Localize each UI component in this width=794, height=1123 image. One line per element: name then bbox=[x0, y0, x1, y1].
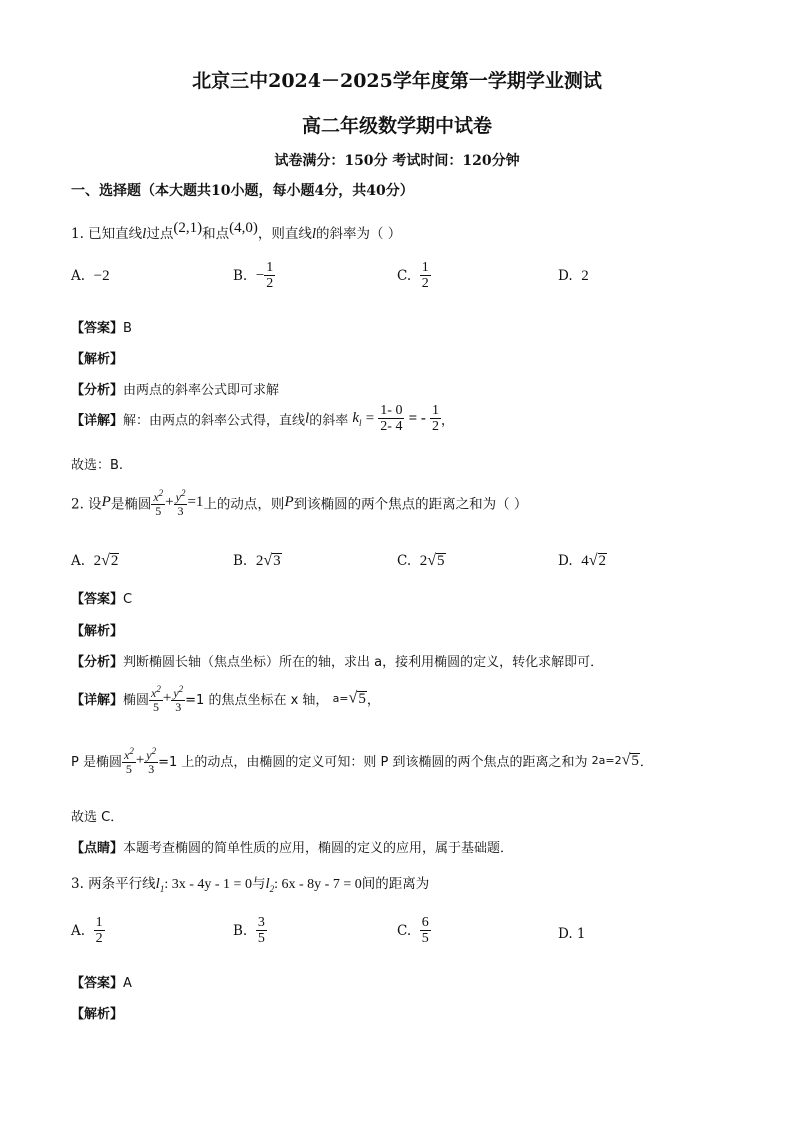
q2-sum-eq: 2a=2 bbox=[591, 754, 622, 767]
q2-line2-x-term: $\frac{x^2}{5}$ bbox=[123, 746, 134, 776]
q2-fenxi bbox=[71, 651, 603, 670]
q2-a-eq: a= bbox=[332, 692, 349, 705]
q1-result-numerator: 1 bbox=[432, 403, 440, 418]
q2-ellipse-y-term: $\frac{y^2}{3}$ bbox=[175, 488, 186, 518]
q2-plus: + bbox=[165, 494, 174, 510]
q3-option-c-denominator: 5 bbox=[421, 931, 429, 946]
q2-detail-y-term: $\frac{y^2}{3}$ bbox=[173, 684, 184, 714]
q2-eq-one: =1 bbox=[187, 494, 204, 510]
q2-detail-label: 【详解】 bbox=[71, 693, 124, 708]
q2-option-b[interactable]: B. 2√3 bbox=[233, 552, 281, 569]
q1-option-b-fraction bbox=[264, 260, 275, 292]
q1-option-b[interactable] bbox=[233, 260, 275, 292]
q1-answer-label: 【答案】 bbox=[71, 321, 124, 336]
q3-eq-2: : 6x - 8y - 7 = 0 bbox=[274, 877, 362, 892]
q1-option-b-numerator: 1 bbox=[266, 260, 274, 275]
q2-option-c-coef: 2 bbox=[419, 553, 428, 569]
q2-line2-y-term: $\frac{y^2}{3}$ bbox=[146, 746, 157, 776]
q1-stem-b: 过点 bbox=[146, 226, 174, 242]
q3-l2-sub: 2 bbox=[269, 884, 275, 894]
q2-answer-label: 【答案】 bbox=[71, 592, 124, 607]
q2-option-b-radicand: 3 bbox=[273, 553, 281, 569]
q1-stem-d: ，则直线 bbox=[257, 226, 312, 242]
q1-analysis-label: 【解析】 bbox=[71, 352, 124, 367]
q2-dianjing bbox=[71, 837, 513, 856]
question-3-stem bbox=[71, 872, 429, 894]
q2-option-d-label: D. bbox=[558, 553, 573, 569]
q3-option-a-numerator: 1 bbox=[95, 915, 103, 930]
q2-option-c[interactable]: C. 2√5 bbox=[397, 552, 445, 569]
q2-option-b-label: B. bbox=[233, 553, 248, 569]
q3-option-a-fraction bbox=[94, 915, 105, 947]
q1-line-l-2: l bbox=[311, 226, 317, 242]
q1-detail-l: l bbox=[305, 410, 310, 427]
exam-subtitle: 高二年级数学期中试卷 bbox=[301, 115, 492, 137]
q3-option-a[interactable] bbox=[71, 915, 105, 947]
q3-option-c-fraction bbox=[420, 915, 431, 947]
q2-dianjing-label: 【点睛】 bbox=[71, 841, 124, 856]
q1-slope-symbol bbox=[352, 410, 361, 426]
q1-detail-label: 【详解】 bbox=[71, 413, 124, 429]
q3-l2: l bbox=[265, 876, 270, 892]
q2-answer bbox=[71, 588, 132, 607]
q2-fenxi-text: 判断椭圆长轴（焦点坐标）所在的轴，求出 a，接利用椭圆的定义，转化求解即可． bbox=[123, 655, 604, 670]
q2-detail-text-a: 椭圆 bbox=[123, 693, 150, 708]
q1-result-denominator: 2 bbox=[432, 419, 440, 434]
q3-option-b-numerator: 3 bbox=[257, 915, 265, 930]
q2-stem-a: 2. 设 bbox=[71, 496, 102, 513]
q1-option-c-label: C. bbox=[397, 268, 412, 284]
q1-fenxi-text: 由两点的斜率公式即可求解 bbox=[123, 383, 280, 398]
q1-detail-text-a: 解：由两点的斜率公式得，直线 bbox=[123, 413, 306, 429]
q2-point-p: P bbox=[101, 494, 111, 510]
q2-line2-text-a: P 是椭圆 bbox=[71, 755, 122, 770]
q1-eq-sign: = bbox=[365, 410, 375, 427]
q1-option-d[interactable] bbox=[558, 268, 589, 285]
q2-point-p-2: P bbox=[284, 494, 294, 510]
q2-option-d-coef: 4 bbox=[581, 553, 589, 569]
q3-option-c-label: C. bbox=[397, 923, 412, 939]
question-2-stem bbox=[71, 487, 527, 518]
exam-title: 北京三中2024－2025学年度第一学期学业测试 bbox=[192, 70, 602, 92]
q1-answer bbox=[71, 317, 132, 336]
q1-detail-text-b: 的斜率 bbox=[309, 413, 349, 429]
q3-option-b-fraction bbox=[256, 915, 267, 947]
q1-eq-middle: = - bbox=[408, 410, 426, 427]
q1-stem-e: 的斜率为（ ） bbox=[316, 226, 402, 242]
q2-y: y bbox=[175, 490, 181, 504]
q3-option-d[interactable]: D. 1 bbox=[558, 926, 586, 942]
q3-option-b-label: B. bbox=[233, 923, 248, 939]
q2-detail: 【详解】椭圆 $\frac{x^2}{5}$ + $\frac{y^2}{3}$ =1 的焦点坐标在 x 轴， a=√5， bbox=[71, 684, 380, 714]
q1-analysis-heading bbox=[71, 348, 123, 367]
exam-info: 试卷满分：150分 考试时间：120分钟 bbox=[274, 153, 520, 169]
q2-detail-x-term: $\frac{x^2}{5}$ bbox=[151, 684, 161, 714]
q2-option-b-coef: 2 bbox=[255, 553, 264, 569]
q1-line-l: l bbox=[142, 226, 147, 242]
q1-detail bbox=[71, 403, 454, 435]
q3-stem-b: 间的距离为 bbox=[361, 876, 430, 892]
q1-fenxi-label: 【分析】 bbox=[71, 383, 124, 398]
q2-option-c-radicand: 5 bbox=[437, 553, 445, 569]
q2-option-c-label: C. bbox=[397, 553, 412, 569]
q2-analysis-label: 【解析】 bbox=[71, 624, 124, 639]
q1-option-c-denominator: 2 bbox=[421, 276, 429, 291]
q3-option-b-denominator: 5 bbox=[257, 931, 265, 946]
q3-eq-1: : 3x - 4y - 1 = 0 bbox=[164, 877, 252, 892]
q2-dianjing-text: 本题考查椭圆的简单性质的应用，椭圆的定义的应用，属于基础题． bbox=[123, 841, 514, 856]
q1-detail-end: ， bbox=[441, 413, 455, 429]
q2-five: 5 bbox=[155, 504, 162, 518]
q2-stem-b: 是椭圆 bbox=[110, 496, 152, 513]
q2-option-a-coef: 2 bbox=[93, 553, 102, 569]
q1-conclusion: 故选：B. bbox=[71, 458, 124, 473]
q3-answer-label: 【答案】 bbox=[71, 976, 124, 991]
q1-answer-value: B bbox=[123, 321, 132, 336]
q2-stem-d: 到该椭圆的两个焦点的距离之和为（ ） bbox=[293, 496, 528, 513]
q2-detail-end: ， bbox=[366, 693, 380, 708]
q1-fenxi bbox=[71, 379, 279, 398]
q3-option-a-label: A. bbox=[71, 923, 86, 939]
q3-l1-sub: 1 bbox=[159, 884, 165, 894]
q2-detail-text-b: =1 的焦点坐标在 x 轴， bbox=[185, 693, 329, 708]
q2-option-a-radicand: 2 bbox=[110, 553, 119, 569]
q2-ellipse-x-term: $\frac{x^2}{5}$ bbox=[153, 488, 164, 518]
q3-option-c[interactable] bbox=[397, 915, 431, 947]
q1-point-2: (4,0) bbox=[229, 220, 258, 236]
q3-answer bbox=[71, 972, 132, 991]
q3-mid: 与 bbox=[251, 876, 266, 892]
q2-option-d[interactable]: D. 4√2 bbox=[558, 552, 607, 569]
q1-point-1: (2,1) bbox=[173, 220, 203, 236]
q1-option-b-sign: − bbox=[255, 267, 265, 284]
q3-option-a-denominator: 2 bbox=[95, 931, 103, 946]
q2-conclusion: 故选 C． bbox=[71, 810, 124, 825]
section-heading: 一、选择题（本大题共10小题，每小题4分，共40分） bbox=[71, 183, 414, 199]
q2-option-a[interactable]: A. 2√2 bbox=[71, 552, 119, 569]
q3-line-2 bbox=[265, 876, 274, 892]
q2-three: 3 bbox=[177, 504, 184, 518]
q1-stem-c: 和点 bbox=[202, 226, 230, 242]
q3-analysis-label: 【解析】 bbox=[71, 1007, 124, 1022]
q2-x: x bbox=[153, 490, 159, 504]
q1-result-fraction bbox=[430, 403, 441, 435]
q2-a-radicand: 5 bbox=[358, 690, 366, 707]
q2-stem-c: 上的动点，则 bbox=[203, 496, 285, 513]
q3-stem-a: 3. 两条平行线 bbox=[71, 876, 156, 892]
q3-option-b[interactable] bbox=[233, 915, 267, 947]
q1-slope-k: k bbox=[352, 410, 360, 426]
q3-l1: l bbox=[155, 876, 160, 892]
q2-option-a-label: A. bbox=[71, 553, 86, 569]
q1-option-d-value: 2 bbox=[581, 268, 589, 284]
q1-option-b-label: B. bbox=[233, 268, 248, 284]
q2-option-d-radicand: 2 bbox=[598, 553, 607, 569]
q2-sum-radicand: 5 bbox=[631, 752, 639, 769]
q2-answer-value: C bbox=[123, 592, 133, 607]
q1-eq-numerator: 1- 0 bbox=[380, 403, 403, 418]
q1-option-d-label: D. bbox=[558, 268, 573, 284]
q1-option-a-label: A. bbox=[71, 268, 86, 284]
q2-analysis-heading bbox=[71, 620, 123, 639]
q3-option-c-numerator: 6 bbox=[421, 915, 429, 930]
q1-eq-fraction bbox=[378, 403, 404, 435]
q2-fenxi-label: 【分析】 bbox=[71, 655, 124, 670]
q1-stem-a: 1. 已知直线 bbox=[71, 226, 143, 242]
q1-option-c-fraction bbox=[420, 260, 431, 292]
q1-option-a-value: −2 bbox=[93, 268, 110, 284]
q1-eq-denominator: 2- 4 bbox=[380, 419, 403, 434]
q1-option-a[interactable] bbox=[71, 268, 110, 285]
q2-line2-text-b: =1 上的动点，由椭圆的定义可知：则 P 到该椭圆的两个焦点的距离之和为 bbox=[158, 755, 588, 770]
q1-option-c-numerator: 1 bbox=[421, 260, 429, 275]
q1-slope-sub: l bbox=[359, 418, 362, 428]
q3-answer-value: A bbox=[123, 976, 132, 991]
q2-detail-line-2: P 是椭圆 $\frac{x^2}{5}$ + $\frac{y^2}{3}$ =1 上的动点，由椭圆的定义可知：则 P 到该椭圆的两个焦点的距离之和为 2a=2√5． bbox=[71, 746, 653, 776]
q1-option-b-denominator: 2 bbox=[266, 276, 274, 291]
q2-line2-end: ． bbox=[639, 755, 653, 770]
q3-analysis-heading bbox=[71, 1003, 123, 1022]
question-1-stem bbox=[71, 222, 401, 243]
q1-option-c[interactable] bbox=[397, 260, 431, 292]
